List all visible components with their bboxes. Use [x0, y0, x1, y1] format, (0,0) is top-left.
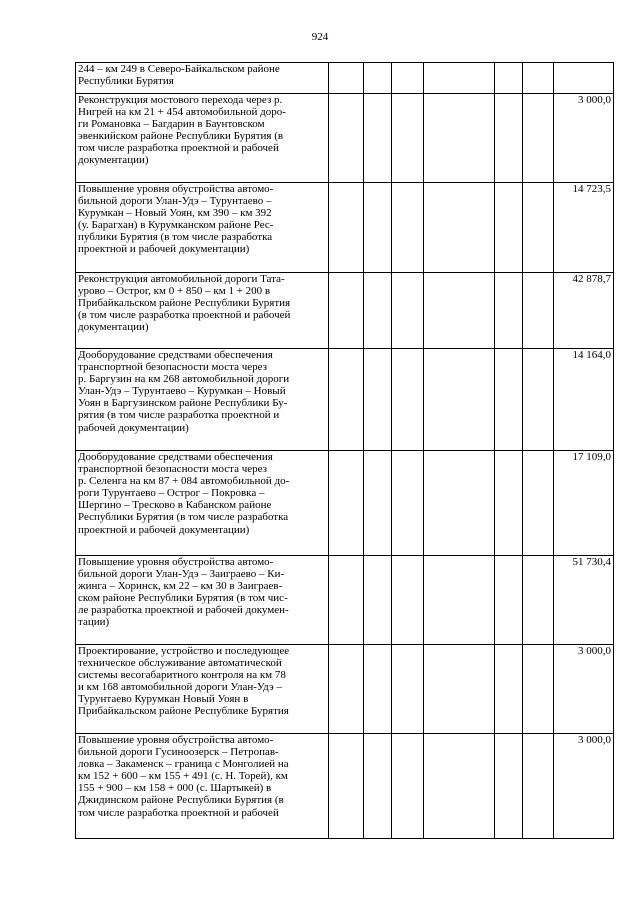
table-cell — [329, 183, 364, 273]
table-cell — [392, 94, 424, 183]
table-cell — [329, 94, 364, 183]
budget-table — [75, 62, 614, 839]
row-description: Дооборудование средствами обеспечения транспортной безопасности моста через р. Селенга на км 87 + 084 автомобильной до- роги Турунтаево – Острог – Покровка – Шергино – Тресково в Кабанском районе Республики Бурятия (в том числе разработка проектной и рабочей документации) — [76, 451, 329, 556]
table-cell — [424, 349, 495, 451]
table-cell — [424, 273, 495, 349]
table-cell — [364, 734, 392, 839]
table-cell — [424, 734, 495, 839]
amount-cell: 14 723,5 — [554, 183, 614, 273]
table-cell — [329, 63, 364, 94]
amount-cell: 51 730,4 — [554, 556, 614, 645]
table-cell — [424, 183, 495, 273]
table-cell — [523, 63, 554, 94]
amount-cell — [554, 63, 614, 94]
amount-cell: 3 000,0 — [554, 645, 614, 734]
amount-cell: 14 164,0 — [554, 349, 614, 451]
table-cell — [523, 734, 554, 839]
table-cell — [392, 183, 424, 273]
table-cell — [364, 63, 392, 94]
table-cell — [495, 451, 523, 556]
table-cell — [392, 273, 424, 349]
table-cell — [329, 645, 364, 734]
table-row — [76, 63, 614, 94]
row-description: Проектирование, устройство и последующее техническое обслуживание автоматической системы весогабаритного контроля на км 78 и км 168 автомобильной дороги Улан-Удэ – Турунтаево Курумкан Новый Уоян в Прибайкальском районе Республике Бурятия — [76, 645, 329, 734]
table-cell — [523, 451, 554, 556]
table-cell — [424, 94, 495, 183]
row-description: Повышение уровня обустройства автомо- бильной дороги Улан-Удэ – Турунтаево – Курумкан – Новый Уоян, км 390 – км 392 (у. Барагхан) в Курумканском районе Рес- публики Бурятия (в том числе разработка проектной и рабочей документации) — [76, 183, 329, 273]
table-cell — [424, 556, 495, 645]
table-cell — [364, 273, 392, 349]
table-row — [76, 349, 614, 451]
table-cell — [523, 273, 554, 349]
row-description: Реконструкция автомобильной дороги Тата- урово – Острог, км 0 + 850 – км 1 + 200 в Прибайкальском районе Республики Бурятия (в том числе разработка проектной и рабочей документации) — [76, 273, 329, 349]
table-cell — [364, 349, 392, 451]
table-cell — [495, 94, 523, 183]
amount-cell: 17 109,0 — [554, 451, 614, 556]
table-row — [76, 94, 614, 183]
table-cell — [523, 556, 554, 645]
table-row — [76, 451, 614, 556]
table-cell — [424, 63, 495, 94]
table-cell — [329, 556, 364, 645]
table-cell — [495, 273, 523, 349]
page-number: 924 — [311, 31, 329, 43]
table-row — [76, 734, 614, 839]
table-row — [76, 645, 614, 734]
row-description: Повышение уровня обустройства автомо- бильной дороги Гусиноозерск – Петропав- ловка – Закаменск – граница с Монголией на км 152 + 600 – км 155 + 491 (с. Н. Торей), км 155 + 900 – км 158 + 000 (с. Шартыкей) в Джидинском районе Республики Бурятия (в том числе разработка проектной и рабочей — [76, 734, 329, 839]
table-cell — [364, 556, 392, 645]
row-description: Реконструкция мостового перехода через р. Нигрей на км 21 + 454 автомобильной доро- ги Романовка – Багдарин в Баунтовском эвенкийском районе Республики Бурятия (в том числе разработка проектной и рабочей документации) — [76, 94, 329, 183]
table-cell — [392, 349, 424, 451]
table-cell — [495, 645, 523, 734]
table-cell — [392, 734, 424, 839]
amount-cell: 3 000,0 — [554, 734, 614, 839]
table-cell — [364, 645, 392, 734]
table-cell — [523, 349, 554, 451]
table-cell — [329, 451, 364, 556]
table-cell — [424, 645, 495, 734]
table-cell — [329, 273, 364, 349]
row-description: Дооборудование средствами обеспечения транспортной безопасности моста через р. Баргузин на км 268 автомобильной дороги Улан-Удэ – Турунтаево – Курумкан – Новый Уоян в Баргузинском районе Республики Бу- рятия (в том числе разработка проектной и рабочей документации) — [76, 349, 329, 451]
amount-cell: 42 878,7 — [554, 273, 614, 349]
table-cell — [424, 451, 495, 556]
table-cell — [392, 556, 424, 645]
table-cell — [495, 734, 523, 839]
table-cell — [523, 645, 554, 734]
table-cell — [523, 183, 554, 273]
table-cell — [392, 451, 424, 556]
amount-cell: 3 000,0 — [554, 94, 614, 183]
row-description: Повышение уровня обустройства автомо- бильной дороги Улан-Удэ – Заиграево – Ки- жинга – Хоринск, км 22 – км 30 в Заиграев- ском районе Республики Бурятия (в том чис- ле разработка проектной и рабочей докумен- тации) — [76, 556, 329, 645]
table-cell — [364, 451, 392, 556]
table-cell — [495, 183, 523, 273]
table-cell — [392, 63, 424, 94]
table-cell — [329, 349, 364, 451]
table-cell — [364, 183, 392, 273]
table-cell — [392, 645, 424, 734]
table-row — [76, 183, 614, 273]
table-row — [76, 556, 614, 645]
row-description: 244 – км 249 в Северо-Байкальском районе Республики Бурятия — [76, 63, 329, 94]
table-cell — [495, 63, 523, 94]
table-cell — [364, 94, 392, 183]
table-cell — [329, 734, 364, 839]
table-cell — [523, 94, 554, 183]
table-row — [76, 273, 614, 349]
table-cell — [495, 556, 523, 645]
table-cell — [495, 349, 523, 451]
